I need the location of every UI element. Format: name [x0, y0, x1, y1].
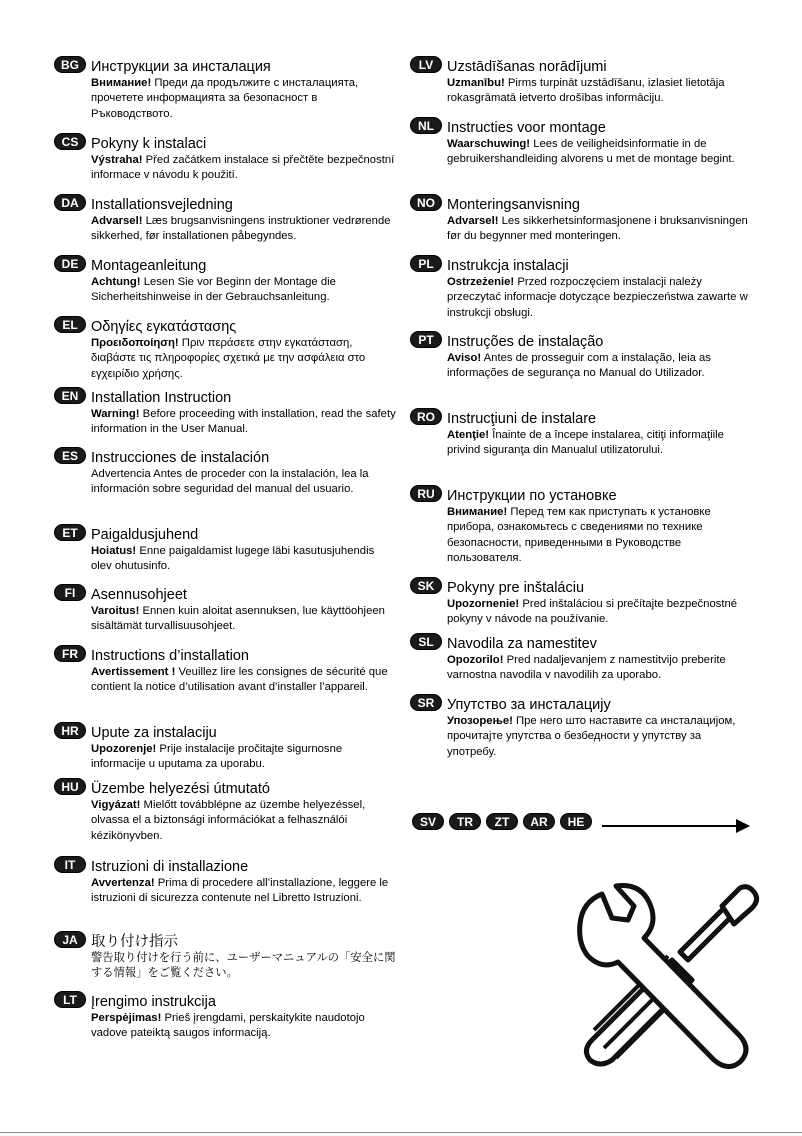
language-entry-en — [54, 385, 396, 445]
language-badge: BG — [54, 56, 86, 73]
entry-text: Преди да продължите с инсталацията, прочетете информацията за безопасност в Ръководството. — [91, 77, 359, 120]
entry-title: Asennusohjeet — [91, 587, 187, 603]
language-entry-pl — [410, 253, 750, 329]
language-badge: FI — [54, 584, 86, 601]
warning-label: Προειδοποίηση! — [91, 337, 179, 349]
language-entry-es — [54, 445, 396, 522]
language-entry-lv — [410, 54, 750, 115]
entry-title: Инструкции за инсталация — [91, 59, 271, 75]
language-entry-fr — [54, 643, 396, 720]
language-badge: JA — [54, 931, 86, 948]
entry-text: Пре него што наставите са инсталацијом, прочитајте упутства о безбедности у упутству за употребу. — [447, 715, 736, 758]
language-entry-bg — [54, 54, 396, 131]
entry-title: Installation Instruction — [91, 390, 232, 406]
language-badge: SL — [410, 633, 442, 650]
entry-title: Instrucţiuni de instalare — [447, 411, 597, 427]
entry-title: Instructies voor montage — [447, 120, 606, 136]
entry-text: Pirms turpināt uzstādīšanu, izlasiet lietotāja rokasgrāmatā ietverto drošības informāciju. — [447, 77, 725, 105]
language-entry-de — [54, 253, 396, 314]
entry-title: Pokyny pre inštaláciu — [447, 580, 585, 596]
entry-text: Înainte de a începe instalarea, citiţi informaţiile privind siguranţa din Manualul utilizatorului. — [447, 429, 724, 457]
language-entry-ro — [410, 406, 750, 483]
language-badge: FR — [54, 645, 86, 662]
warning-label: Hoiatus! — [91, 545, 137, 557]
entry-text: Les sikkerhetsinformasjonene i bruksanvisningen før du begynner med monteringen. — [447, 215, 748, 243]
language-entry-fi — [54, 582, 396, 643]
warning-label: Внимание! — [91, 77, 152, 89]
entry-title: Üzembe helyezési útmutató — [91, 781, 270, 797]
language-badge: EN — [54, 387, 86, 404]
language-badge: NL — [410, 117, 442, 134]
warning-label: Advarsel! — [91, 215, 143, 227]
language-entry-nl — [410, 115, 750, 192]
entry-text: Before proceeding with installation, read the safety information in the User Manual. — [91, 408, 396, 436]
warning-label: Výstraha! — [91, 154, 143, 166]
language-badge: ZT — [486, 813, 518, 830]
language-badge: NO — [410, 194, 442, 211]
warning-label: Vigyázat! — [91, 799, 141, 811]
warning-label: Avvertenza! — [91, 877, 155, 889]
language-badge: ES — [54, 447, 86, 464]
language-badge: SV — [412, 813, 444, 830]
warning-label: Uzmanību! — [447, 77, 505, 89]
language-entry-lt — [54, 989, 396, 1041]
warning-label: Advarsel! — [447, 215, 499, 227]
warning-label: Внимание! — [447, 506, 508, 518]
entry-title: Pokyny k instalaci — [91, 136, 207, 152]
entry-text: Lees de veiligheidsinformatie in de gebruikershandleiding alvorens u met de montage begint. — [447, 138, 735, 166]
entry-title: Upute za instalaciju — [91, 725, 217, 741]
language-badge: PL — [410, 255, 442, 272]
entry-title: Упутство за инсталацију — [447, 697, 611, 713]
warning-label: Perspėjimas! — [91, 1012, 162, 1024]
entry-title: Instrucciones de instalación — [91, 450, 270, 466]
language-entry-no — [410, 192, 750, 253]
warning-label: Упозорење! — [447, 715, 513, 727]
language-badge: HR — [54, 722, 86, 739]
entry-text: Przed rozpoczęciem instalacji należy przeczytać informacje dotyczące bezpieczeństwa zawarte w instrukcji obsługi. — [447, 276, 748, 319]
language-entry-sk — [410, 575, 750, 631]
language-badge: RO — [410, 408, 442, 425]
entry-text: Перед тем как приступать к установке прибора, ознакомьтесь с сведениями по технике безопасности, приведенными в Руководстве пользователя. — [447, 506, 711, 565]
language-badge: ET — [54, 524, 86, 541]
warning-label: Waarschuwing! — [447, 138, 531, 150]
entry-title: Installationsvejledning — [91, 197, 233, 213]
language-badge: TR — [449, 813, 481, 830]
warning-label: Upozornenie! — [447, 598, 520, 610]
warning-label: Aviso! — [447, 352, 482, 364]
warning-label: Ostrzeżenie! — [447, 276, 515, 288]
left-language-column — [54, 54, 396, 1041]
entry-title: Paigaldusjuhend — [91, 527, 199, 543]
entry-text: Antes de prosseguir com a instalação, leia as informações de segurança no Manual do Utilizador. — [447, 352, 711, 380]
entry-text: Advertencia Antes de proceder con la instalación, lea la información sobre seguridad del manual del usuario. — [91, 468, 369, 496]
language-entry-hu — [54, 776, 396, 854]
entry-title: Instructions d’installation — [91, 648, 249, 664]
arrow-head — [736, 819, 750, 833]
language-badge: SK — [410, 577, 442, 594]
language-entry-sl — [410, 631, 750, 692]
warning-label: Atenţie! — [447, 429, 490, 441]
entry-text: Před začátkem instalace si přečtěte bezpečnostní informace v návodu k použití. — [91, 154, 395, 182]
language-entry-hr — [54, 720, 396, 776]
language-badge: SR — [410, 694, 442, 711]
language-entry-da — [54, 192, 396, 253]
more-languages-row — [412, 813, 752, 833]
page-bottom-rule — [0, 1132, 802, 1133]
language-badge: CS — [54, 133, 86, 150]
entry-text: Veuillez lire les consignes de sécurité que contient la notice d’utilisation avant d’installer l’appareil. — [91, 666, 388, 694]
language-badge: RU — [410, 485, 442, 502]
right-language-column — [410, 54, 750, 772]
language-badge: HU — [54, 778, 86, 795]
warning-label: Achtung! — [91, 276, 141, 288]
warning-label: Opozorilo! — [447, 654, 504, 666]
language-entry-sr — [410, 692, 750, 772]
entry-title: Monteringsanvisning — [447, 197, 580, 213]
entry-title: 取り付け指示 — [91, 934, 178, 950]
entry-text: Enne paigaldamist lugege läbi kasutusjuhendis olev ohutusinfo. — [91, 545, 375, 573]
language-entry-ru — [410, 483, 750, 575]
language-badge: AR — [523, 813, 555, 830]
entry-title: Uzstādīšanas norādījumi — [447, 59, 607, 75]
language-entry-cs — [54, 131, 396, 192]
entry-title: Οδηγίες εγκατάστασης — [91, 319, 237, 335]
language-badge: PT — [410, 331, 442, 348]
entry-text: Læs brugsanvisningens instruktioner vedrørende sikkerhed, før installationen påbegyndes. — [91, 215, 391, 243]
language-badge: EL — [54, 316, 86, 333]
warning-label: Varoitus! — [91, 605, 140, 617]
entry-title: Instrukcja instalacji — [447, 258, 569, 274]
entry-text: 警告取り付けを行う前に、ユーザーマニュアルの「安全に関する情報」をご覧ください。 — [91, 952, 396, 980]
entry-title: Instruções de instalação — [447, 334, 604, 350]
entry-text: Mielőtt továbblépne az üzembe helyezéssel, olvassa el a biztonsági információkat a felhasználói kézikönyvben. — [91, 799, 366, 842]
arrow-right-icon — [602, 825, 738, 827]
warning-label: Warning! — [91, 408, 140, 420]
entry-text: Lesen Sie vor Beginn der Montage die Sicherheitshinweise in der Gebrauchsanleitung. — [91, 276, 336, 304]
entry-title: Инструкции по установке — [447, 488, 617, 504]
language-badge: LT — [54, 991, 86, 1008]
language-badge: HE — [560, 813, 592, 830]
language-badge: LV — [410, 56, 442, 73]
language-entry-et — [54, 522, 396, 582]
entry-title: Navodila za namestitev — [447, 636, 597, 652]
language-badge: IT — [54, 856, 86, 873]
entry-text: Pred nadaljevanjem z namestitvijo preberite varnostna navodila v navodilih za uporabo. — [447, 654, 726, 682]
entry-text: Ennen kuin aloitat asennuksen, lue käyttöohjeen sisältämät turvallisuusohjeet. — [91, 605, 385, 633]
entry-text: Pred inštaláciou si prečítajte bezpečnostné pokyny v návode na používanie. — [447, 598, 738, 626]
language-badge: DA — [54, 194, 86, 211]
entry-title: Istruzioni di installazione — [91, 859, 249, 875]
language-entry-pt — [410, 329, 750, 406]
wrench-screwdriver-icon — [572, 880, 772, 1080]
entry-text: Prieš įrengdami, perskaitykite naudotojo vadove pateiktą saugos informaciją. — [91, 1012, 365, 1040]
language-entry-el — [54, 314, 396, 385]
warning-label: Upozorenje! — [91, 743, 157, 755]
language-badge: DE — [54, 255, 86, 272]
language-entry-ja — [54, 929, 396, 989]
entry-text: Πριν περάσετε στην εγκατάσταση, διαβάστε τις πληροφορίες σχετικά με την ασφάλεια στο εγχειρίδιο χρήσης. — [91, 337, 366, 380]
entry-title: Montageanleitung — [91, 258, 207, 274]
entry-text: Prima di procedere all’installazione, leggere le istruzioni di sicurezza contenute nel Libretto Istruzioni. — [91, 877, 389, 905]
entry-text: Prije instalacije pročitajte sigurnosne informacije u uputama za uporabu. — [91, 743, 343, 771]
warning-label: Avertissement ! — [91, 666, 176, 678]
entry-title: Įrengimo instrukcija — [91, 994, 216, 1010]
language-entry-it — [54, 854, 396, 929]
